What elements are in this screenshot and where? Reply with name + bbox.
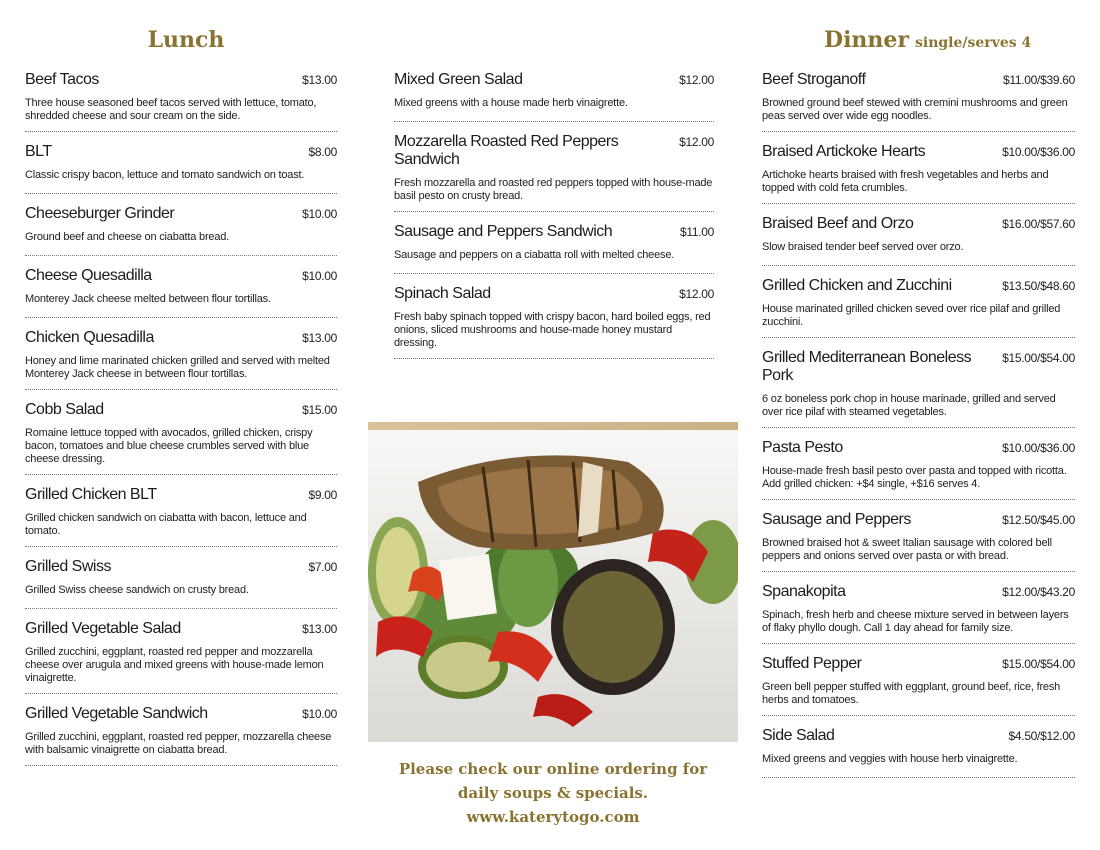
menu-item-header — [762, 727, 1075, 745]
menu-item — [25, 390, 337, 475]
menu-item-name: Cheeseburger Grinder — [25, 205, 175, 222]
menu-item — [25, 609, 337, 694]
menu-item-description: Classic crispy bacon, lettuce and tomato sandwich on toast. — [25, 169, 305, 181]
menu-item-name: Mozzarella Roasted Red Peppers Sandwich — [394, 133, 619, 168]
menu-item — [762, 266, 1075, 338]
menu-item-price: $12.00 — [679, 287, 714, 301]
menu-item — [25, 318, 337, 390]
menu-item-name: Grilled Chicken BLT — [25, 486, 157, 503]
menu-item-name: Grilled Vegetable Sandwich — [25, 705, 208, 722]
menu-item-header — [25, 205, 337, 223]
menu-item-header — [25, 620, 337, 638]
promo-text — [368, 757, 738, 829]
menu-item-header — [762, 349, 1075, 385]
menu-item — [762, 338, 1075, 428]
menu-item-price: $10.00/$36.00 — [1002, 441, 1075, 455]
menu-item-name: Grilled Chicken and Zucchini — [762, 277, 952, 294]
menu-item-description: Mixed greens and veggies with house herb vinaigrette. — [762, 753, 1018, 765]
menu-item-name: Sausage and Peppers Sandwich — [394, 223, 613, 240]
menu-item-price: $10.00 — [302, 707, 337, 721]
menu-item-header — [394, 133, 714, 169]
menu-item-description: Romaine lettuce topped with avocados, grilled chicken, crispy bacon, tomatoes and blue cheese crumbles served with blue cheese dressing. — [25, 427, 313, 465]
menu-item — [394, 212, 714, 274]
menu-item — [25, 694, 337, 766]
menu-item-name: Braised Beef and Orzo — [762, 215, 914, 232]
menu-item-description: House marinated grilled chicken seved over rice pilaf and grilled zucchini. — [762, 303, 1061, 328]
dinner-subtitle: single/serves 4 — [915, 35, 1032, 51]
menu-item-description: 6 oz boneless pork chop in house marinade, grilled and served over rice pilaf with steamed vegetables. — [762, 393, 1056, 418]
menu-item-header — [762, 583, 1075, 601]
menu-item-header — [25, 267, 337, 285]
menu-item-name: Side Salad — [762, 727, 835, 744]
menu-item-header — [394, 285, 714, 303]
menu-item-description: Artichoke hearts braised with fresh vegetables and herbs and topped with cold feta crumbles. — [762, 169, 1049, 194]
menu-item-price: $11.00 — [679, 225, 714, 239]
dinner-title: Dinner — [824, 27, 910, 53]
menu-item-name: BLT — [25, 143, 52, 160]
promo-line2: daily soups & specials. — [457, 784, 649, 802]
lunch-list — [25, 60, 337, 766]
menu-item-price: $8.00 — [308, 145, 337, 159]
menu-item-description: Browned braised hot & sweet Italian sausage with colored bell peppers and onions served over pasta or with bread. — [762, 537, 1052, 562]
menu-item-description: Grilled chicken sandwich on ciabatta with bacon, lettuce and tomato. — [25, 512, 307, 537]
menu-item-price: $4.50/$12.00 — [1008, 729, 1075, 743]
grilled-chicken-salad-photo — [368, 422, 738, 742]
menu-item-header — [25, 705, 337, 723]
menu-item-header — [762, 215, 1075, 233]
menu-item-price: $13.50/$48.60 — [1002, 279, 1075, 293]
menu-item-description: Monterey Jack cheese melted between flour tortillas. — [25, 293, 271, 305]
menu-item-description: Spinach, fresh herb and cheese mixture served in between layers of flaky phyllo dough. Call 1 day ahead for family size. — [762, 609, 1069, 634]
menu-item-description: Honey and lime marinated chicken grilled and served with melted Monterey Jack cheese in between flour tortillas. — [25, 355, 330, 380]
menu-item-name: Grilled Mediterranean Boneless Pork — [762, 349, 972, 384]
menu-item-description: Sausage and peppers on a ciabatta roll with melted cheese. — [394, 249, 675, 261]
menu-item — [762, 60, 1075, 132]
menu-item-name: Cobb Salad — [25, 401, 104, 418]
menu-item-name: Pasta Pesto — [762, 439, 843, 456]
menu-item — [25, 256, 337, 318]
menu-item-price: $10.00/$36.00 — [1002, 145, 1075, 159]
menu-item-description: Browned ground beef stewed with cremini mushrooms and green peas served over wide egg noodles. — [762, 97, 1068, 122]
menu-item — [25, 547, 337, 609]
menu-item — [25, 60, 337, 132]
menu-item — [762, 716, 1075, 778]
menu-item — [762, 132, 1075, 204]
menu-item-name: Mixed Green Salad — [394, 71, 523, 88]
menu-item-header — [394, 223, 714, 241]
menu-item — [762, 428, 1075, 500]
menu-item-price: $10.00 — [302, 269, 337, 283]
menu-item-description: Slow braised tender beef served over orzo. — [762, 241, 964, 253]
menu-item-price: $13.00 — [302, 331, 337, 345]
menu-item-header — [25, 401, 337, 419]
promo-url[interactable]: www.katerytogo.com — [466, 808, 640, 826]
menu-item-header — [25, 329, 337, 347]
menu-item-name: Beef Stroganoff — [762, 71, 866, 88]
menu-item-header — [25, 486, 337, 504]
menu-item — [394, 274, 714, 359]
menu-item-price: $12.00 — [679, 73, 714, 87]
menu-item — [394, 60, 714, 122]
menu-item-price: $16.00/$57.60 — [1002, 217, 1075, 231]
menu-item — [762, 500, 1075, 572]
menu-item-header — [762, 143, 1075, 161]
menu-item-price: $12.00/$43.20 — [1002, 585, 1075, 599]
dinner-list — [762, 60, 1075, 778]
menu-item-header — [762, 71, 1075, 89]
menu-item-name: Spinach Salad — [394, 285, 491, 302]
menu-item-price: $7.00 — [308, 560, 337, 574]
menu-item-header — [25, 143, 337, 161]
menu-item — [25, 194, 337, 256]
lunch-more-column — [394, 0, 714, 359]
menu-item-name: Cheese Quesadilla — [25, 267, 152, 284]
menu-item-header — [762, 439, 1075, 457]
menu-item-price: $9.00 — [308, 488, 337, 502]
menu-item-description: Grilled zucchini, eggplant, roasted red pepper, mozzarella cheese with balsamic vinaigrette on ciabatta bread. — [25, 731, 332, 756]
lunch-column — [25, 0, 337, 766]
menu-item — [25, 475, 337, 547]
menu-item-name: Grilled Swiss — [25, 558, 111, 575]
menu-item-price: $12.00 — [679, 135, 714, 149]
menu-item-description: Ground beef and cheese on ciabatta bread. — [25, 231, 230, 243]
menu-item — [25, 132, 337, 194]
menu-item — [762, 572, 1075, 644]
menu-item-name: Stuffed Pepper — [762, 655, 862, 672]
menu-item-price: $15.00 — [302, 403, 337, 417]
menu-item — [762, 644, 1075, 716]
menu-item-description: Mixed greens with a house made herb vinaigrette. — [394, 97, 628, 109]
menu-item-description: Grilled Swiss cheese sandwich on crusty bread. — [25, 584, 249, 596]
menu-item-price: $13.00 — [302, 622, 337, 636]
menu-item-description: Three house seasoned beef tacos served with lettuce, tomato, shredded cheese and sour cream on the side. — [25, 97, 317, 122]
menu-item-header — [762, 511, 1075, 529]
dinner-column — [762, 0, 1075, 778]
menu-item-description: House-made fresh basil pesto over pasta and topped with ricotta. Add grilled chicken: +$4 single, +$16 serves 4. — [762, 465, 1067, 490]
menu-item-header — [762, 277, 1075, 295]
menu-item-price: $15.00/$54.00 — [1002, 351, 1075, 365]
menu-item-name: Braised Artickoke Hearts — [762, 143, 926, 160]
menu-item-price: $15.00/$54.00 — [1002, 657, 1075, 671]
menu-item-price: $11.00/$39.60 — [1003, 73, 1075, 87]
menu-item-description: Grilled zucchini, eggplant, roasted red pepper and mozzarella cheese over arugula and mixed greens with house-made lemon vinaigrette. — [25, 646, 324, 684]
menu-item-name: Chicken Quesadilla — [25, 329, 154, 346]
menu-item-description: Fresh mozzarella and roasted red peppers topped with house-made basil pesto on crusty bread. — [394, 177, 713, 202]
menu-item-header — [762, 655, 1075, 673]
menu-item-header — [25, 558, 337, 576]
lunch-more-list — [394, 60, 714, 359]
menu-item-price: $13.00 — [302, 73, 337, 87]
menu-item-name: Beef Tacos — [25, 71, 99, 88]
menu-item — [394, 122, 714, 212]
menu-item-price: $10.00 — [302, 207, 337, 221]
promo-line1: Please check our online ordering for — [398, 760, 708, 778]
menu-item-name: Sausage and Peppers — [762, 511, 911, 528]
menu-item-description: Fresh baby spinach topped with crispy bacon, hard boiled eggs, red onions, sliced mushrooms and house-made honey mustard dressing. — [394, 311, 711, 349]
menu-item-name: Grilled Vegetable Salad — [25, 620, 181, 637]
menu-item-header — [394, 71, 714, 89]
menu-item-price: $12.50/$45.00 — [1002, 513, 1075, 527]
lunch-title: Lunch — [147, 27, 225, 53]
menu-item — [762, 204, 1075, 266]
menu-item-description: Green bell pepper stuffed with eggplant, ground beef, rice, fresh herbs and tomatoes. — [762, 681, 1061, 706]
menu-item-header — [25, 71, 337, 89]
dinner-heading — [762, 20, 1075, 60]
menu-item-name: Spanakopita — [762, 583, 846, 600]
